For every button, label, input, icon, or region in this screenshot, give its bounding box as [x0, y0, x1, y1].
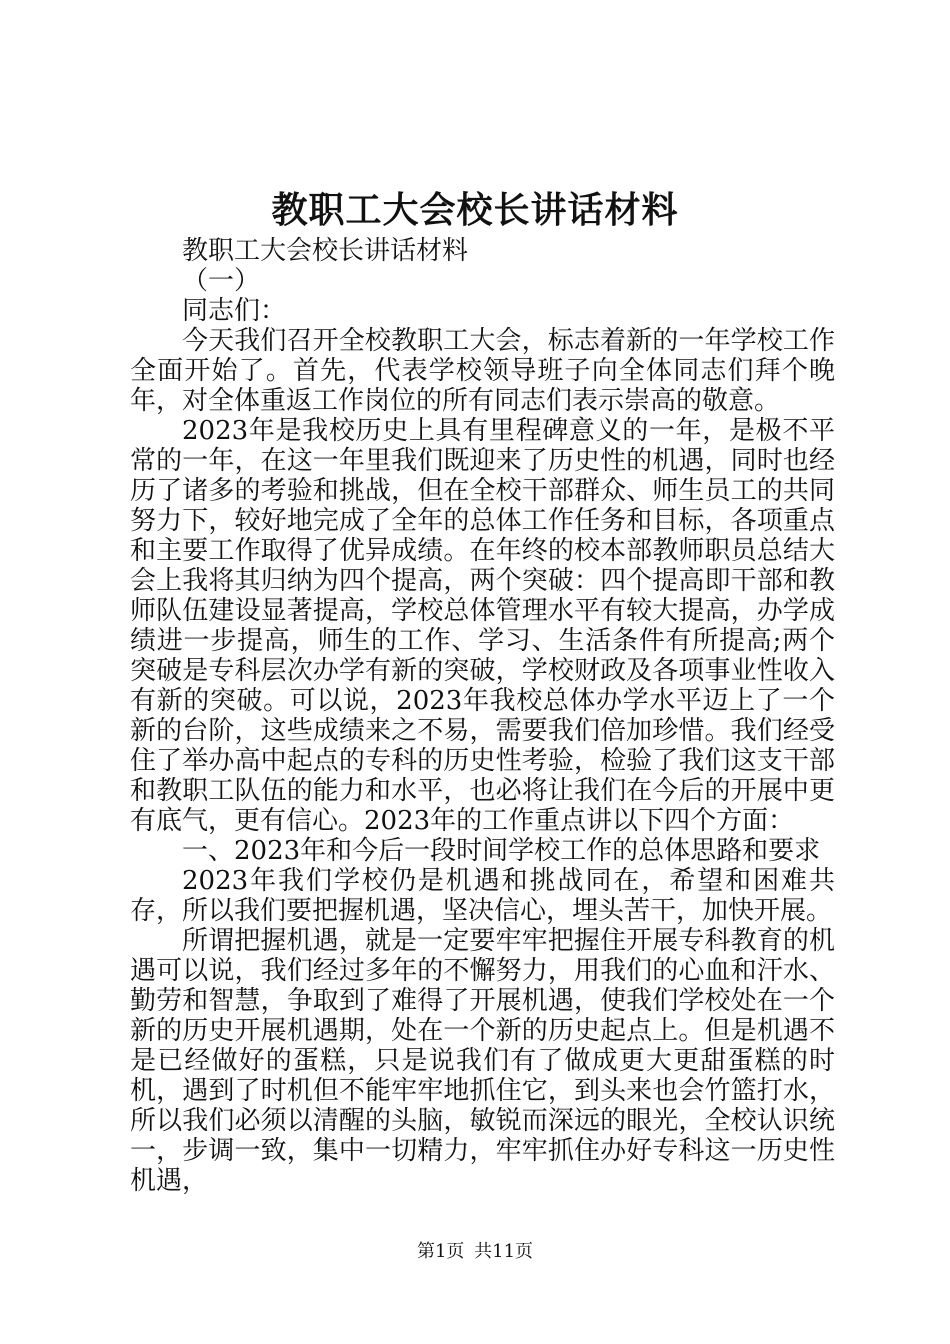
section-heading-paragraph: 一、2023年和今后一段时间学校工作的总体思路和要求 — [182, 836, 821, 866]
document-body — [130, 236, 835, 1196]
body-paragraph: 所谓把握机遇，就是一定要牢牢把握住开展专科教育的机遇可以说，我们经过多年的不懈努力，用我们的心血和汗水、勤劳和智慧，争取到了难得了开展机遇，使我们学校处在一个新的历史开展机遇期，处在一个新的历史起点上。但是机遇不是已经做好的蛋糕，只是说我们有了做成更大更甜蛋糕的时机，遇到了时机但不能牢牢地抓住它，到头来也会竹篮打水，所以我们必须以清醒的头脑，敏锐而深远的眼光，全校认识统一，步调一致，集中一切精力，牢牢抓住办好专科这一历史性机遇， — [130, 926, 835, 1196]
page-number: 第1页 — [416, 1241, 465, 1262]
section-number-paragraph: （一） — [182, 266, 261, 296]
subtitle-paragraph: 教职工大会校长讲话材料 — [182, 236, 469, 266]
document-title: 教职工大会校长讲话材料 — [271, 189, 679, 231]
body-paragraph: 今天我们召开全校教职工大会，标志着新的一年学校工作全面开始了。首先，代表学校领导班子向全体同志们拜个晚年，对全体重返工作岗位的所有同志们表示崇高的敬意。 — [130, 326, 835, 416]
page-footer — [0, 1240, 950, 1264]
salutation-paragraph: 同志们： — [182, 296, 287, 326]
page-total: 共11页 — [474, 1241, 534, 1262]
body-paragraph: 2023年是我校历史上具有里程碑意义的一年，是极不平常的一年，在这一年里我们既迎来了历史性的机遇，同时也经历了诸多的考验和挑战，但在全校干部群众、师生员工的共同努力下，较好地完成了全年的总体工作任务和目标，各项重点和主要工作取得了优异成绩。在年终的校本部教师职员总结大会上我将其归纳为四个提高，两个突破：四个提高即干部和教师队伍建设显著提高，学校总体管理水平有较大提高，办学成绩进一步提高，师生的工作、学习、生活条件有所提高;两个突破是专科层次办学有新的突破，学校财政及各项事业性收入有新的突破。可以说，2023年我校总体办学水平迈上了一个新的台阶，这些成绩来之不易，需要我们倍加珍惜。我们经受住了举办高中起点的专科的历史性考验，检验了我们这支干部和教职工队伍的能力和水平，也必将让我们在今后的开展中更有底气，更有信心。2023年的工作重点讲以下四个方面： — [130, 416, 835, 836]
body-paragraph: 2023年我们学校仍是机遇和挑战同在，希望和困难共存，所以我们要把握机遇，坚决信心，埋头苦干，加快开展。 — [130, 866, 835, 926]
